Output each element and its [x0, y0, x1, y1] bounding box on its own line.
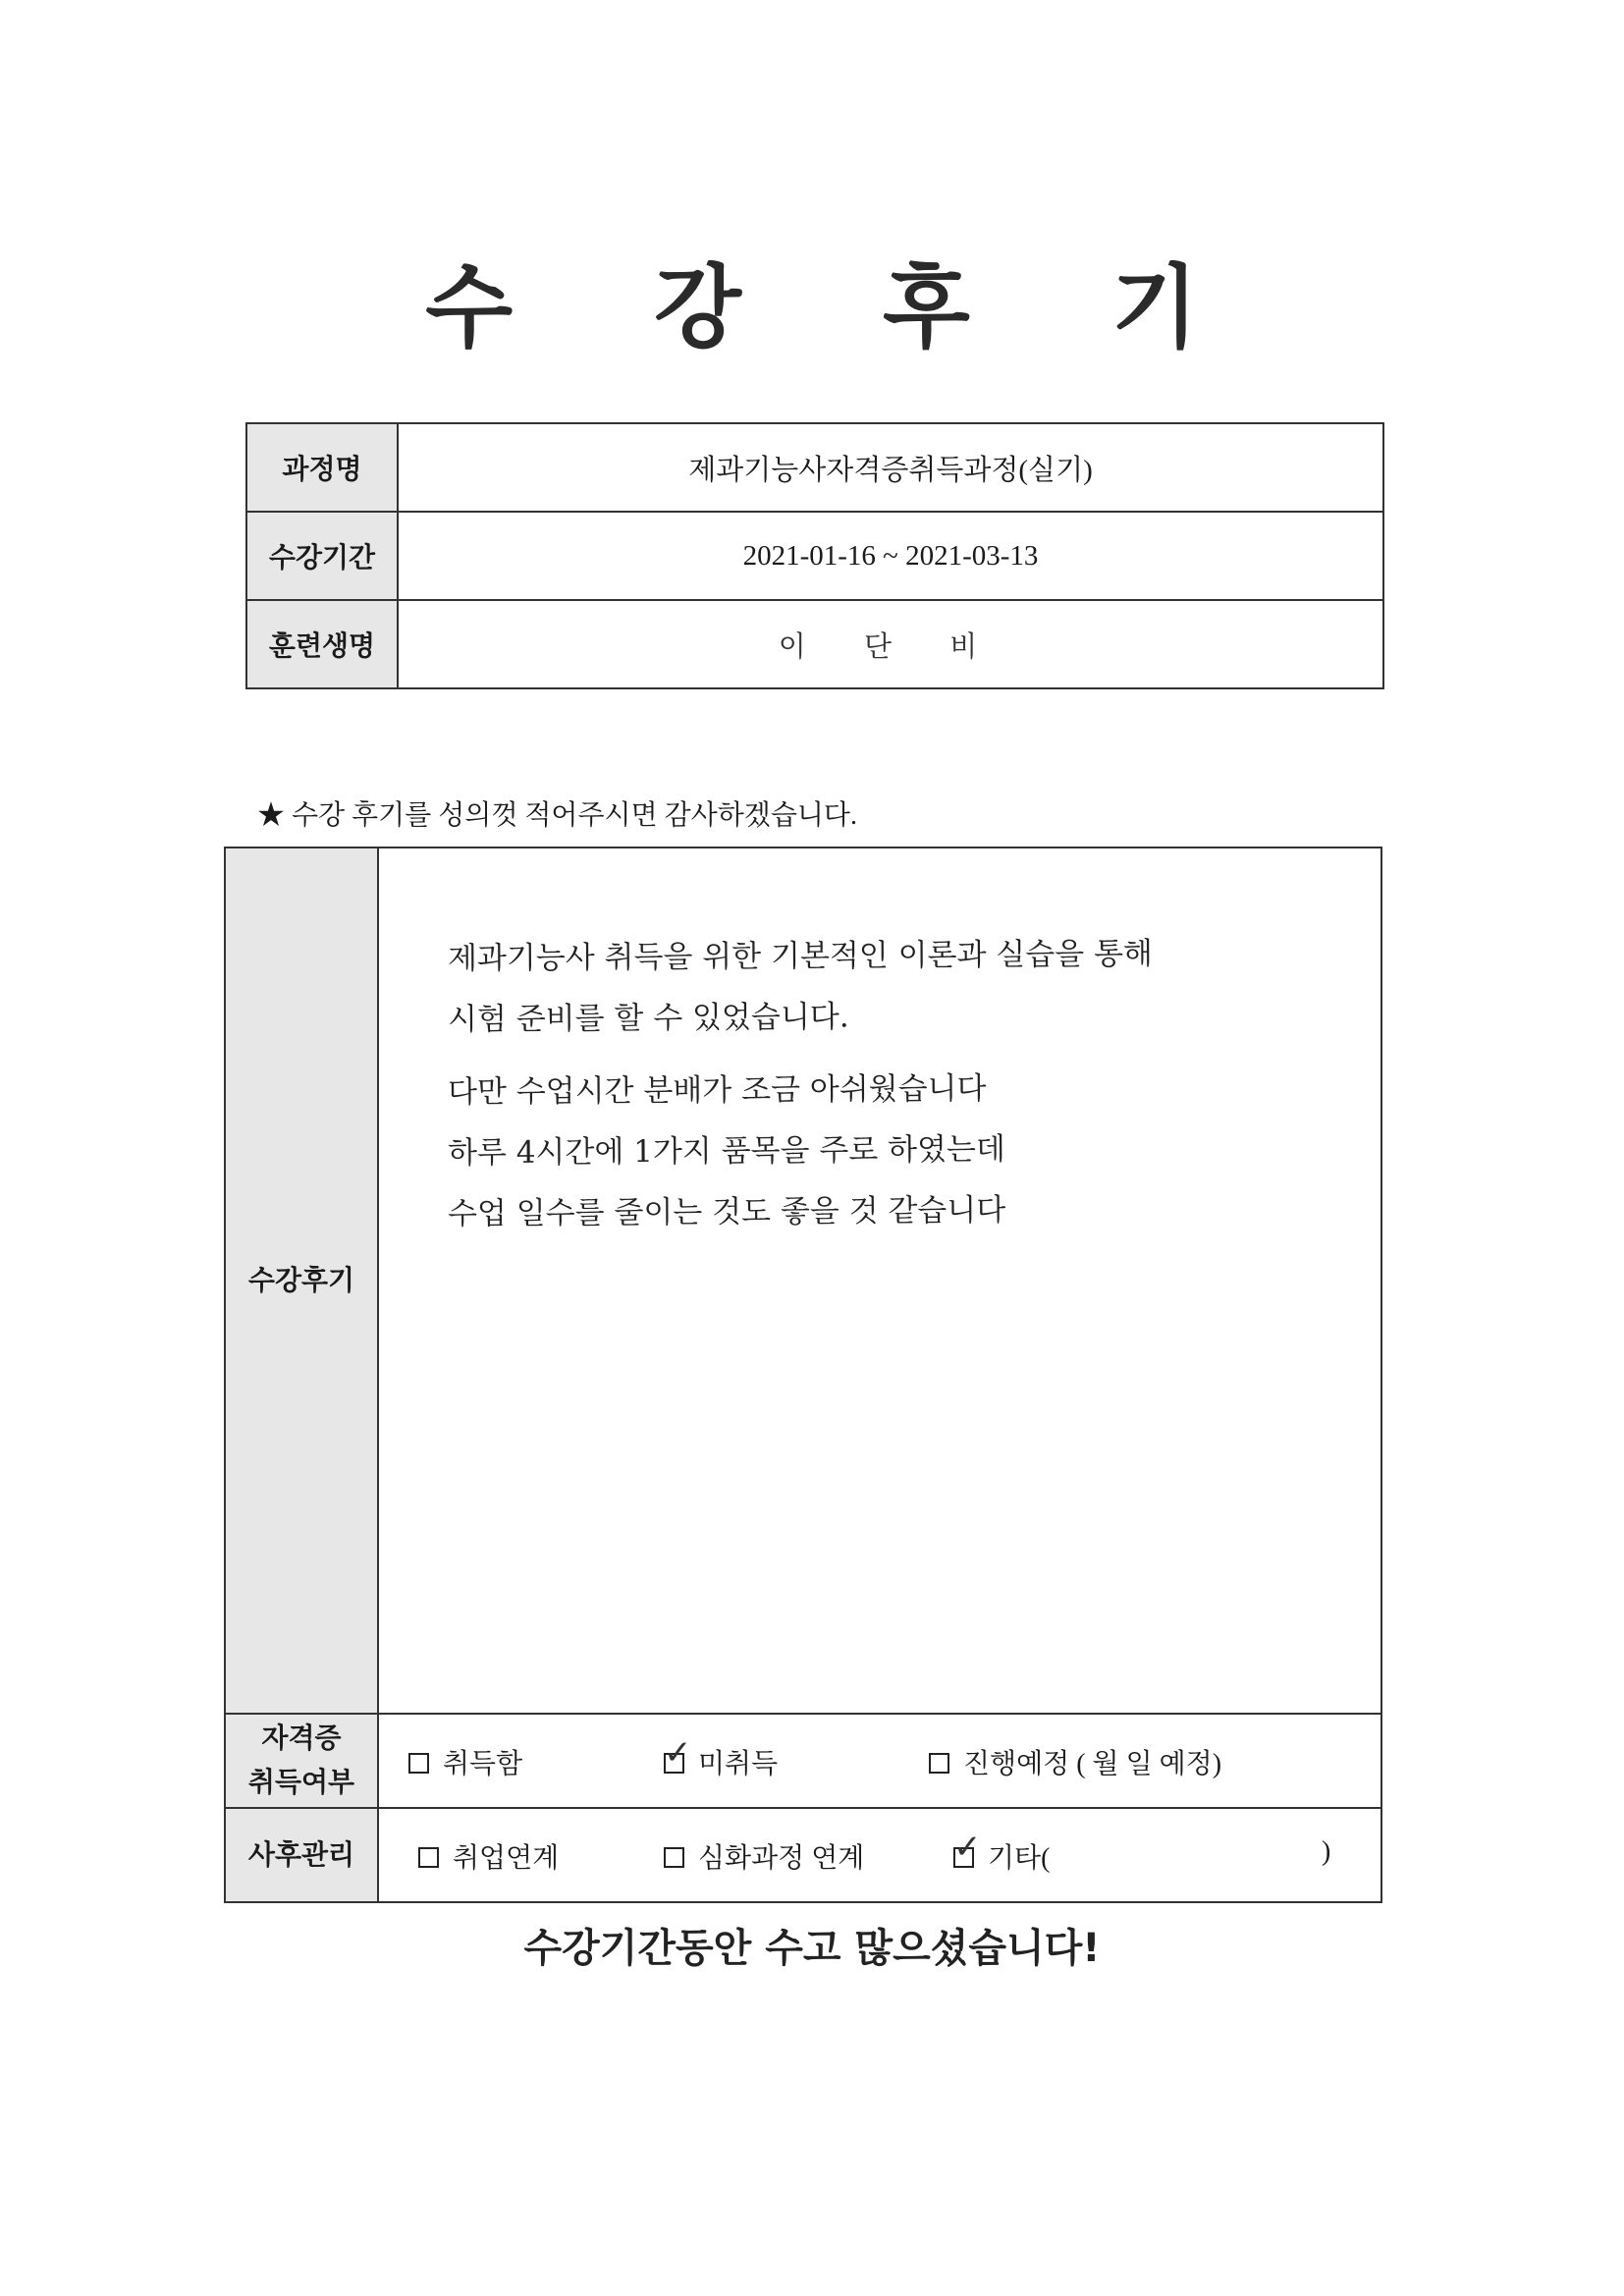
course-info-table	[245, 422, 1384, 689]
aftercare-options	[378, 1808, 1381, 1902]
checkmark-icon: ✓	[664, 1733, 692, 1774]
checkmark-icon: ✓	[953, 1828, 982, 1868]
review-line: 제과기능사 취득을 위한 기본적인 이론과 실습을 통해	[447, 936, 1154, 977]
course-row	[246, 423, 1383, 512]
closing-message: 수강기간동안 수고 많으셨습니다!	[523, 1926, 1101, 1971]
aftercare-row	[225, 1808, 1381, 1902]
option-acquired[interactable]: 취득함	[408, 1742, 522, 1781]
certification-options	[378, 1714, 1381, 1808]
certification-label	[225, 1714, 378, 1808]
checkbox-icon[interactable]	[418, 1847, 439, 1868]
period-row	[246, 512, 1383, 600]
trainee-label: 훈련생명	[246, 600, 398, 688]
checkbox-icon[interactable]	[929, 1753, 949, 1774]
trainee-name-handwritten: 이 단 비	[398, 600, 1383, 688]
option-not-acquired[interactable]: ✓ 미취득	[664, 1733, 779, 1779]
review-label: 수강후기	[225, 847, 378, 1714]
review-body	[378, 847, 1381, 1714]
period-value: 2021-01-16 ~ 2021-03-13	[398, 512, 1383, 600]
option-other-close: )	[1322, 1836, 1331, 1867]
option-in-progress[interactable]: 진행예정 ( 월 일 예정)	[929, 1742, 1221, 1781]
notice-text: ★ 수강 후기를 성의껏 적어주시면 감사하겠습니다.	[257, 800, 857, 831]
trainee-row	[246, 600, 1383, 688]
certification-label-line2: 취득여부	[247, 1766, 355, 1798]
certification-row	[225, 1714, 1381, 1808]
course-name-value: 제과기능사자격증취득과정(실기)	[398, 423, 1383, 512]
checkbox-icon[interactable]	[953, 1828, 982, 1868]
period-label: 수강기간	[246, 512, 398, 600]
aftercare-label: 사후관리	[225, 1808, 378, 1902]
option-advanced-course[interactable]: 심화과정 연계	[664, 1836, 864, 1876]
review-table	[224, 847, 1382, 1903]
option-job-link[interactable]: 취업연계	[418, 1836, 559, 1876]
review-line: 다만 수업시간 분배가 조금 아쉬웠습니다	[447, 1070, 987, 1111]
document-title: 수 강 후 기	[425, 255, 1254, 360]
review-line: 수업 일수를 줄이는 것도 좋을 것 같습니다	[447, 1192, 1006, 1232]
course-name-label: 과정명	[246, 423, 398, 512]
checkbox-icon[interactable]	[408, 1753, 429, 1774]
review-row	[225, 847, 1381, 1714]
option-other[interactable]: ✓ 기타(	[953, 1828, 1051, 1874]
review-line: 시험 준비를 할 수 있었습니다.	[447, 999, 849, 1038]
review-line: 하루 4시간에 1가지 품목을 주로 하였는데	[447, 1131, 1005, 1172]
checkbox-icon[interactable]	[664, 1733, 692, 1774]
certification-label-line1: 자격증	[261, 1722, 342, 1755]
checkbox-icon[interactable]	[664, 1847, 684, 1868]
